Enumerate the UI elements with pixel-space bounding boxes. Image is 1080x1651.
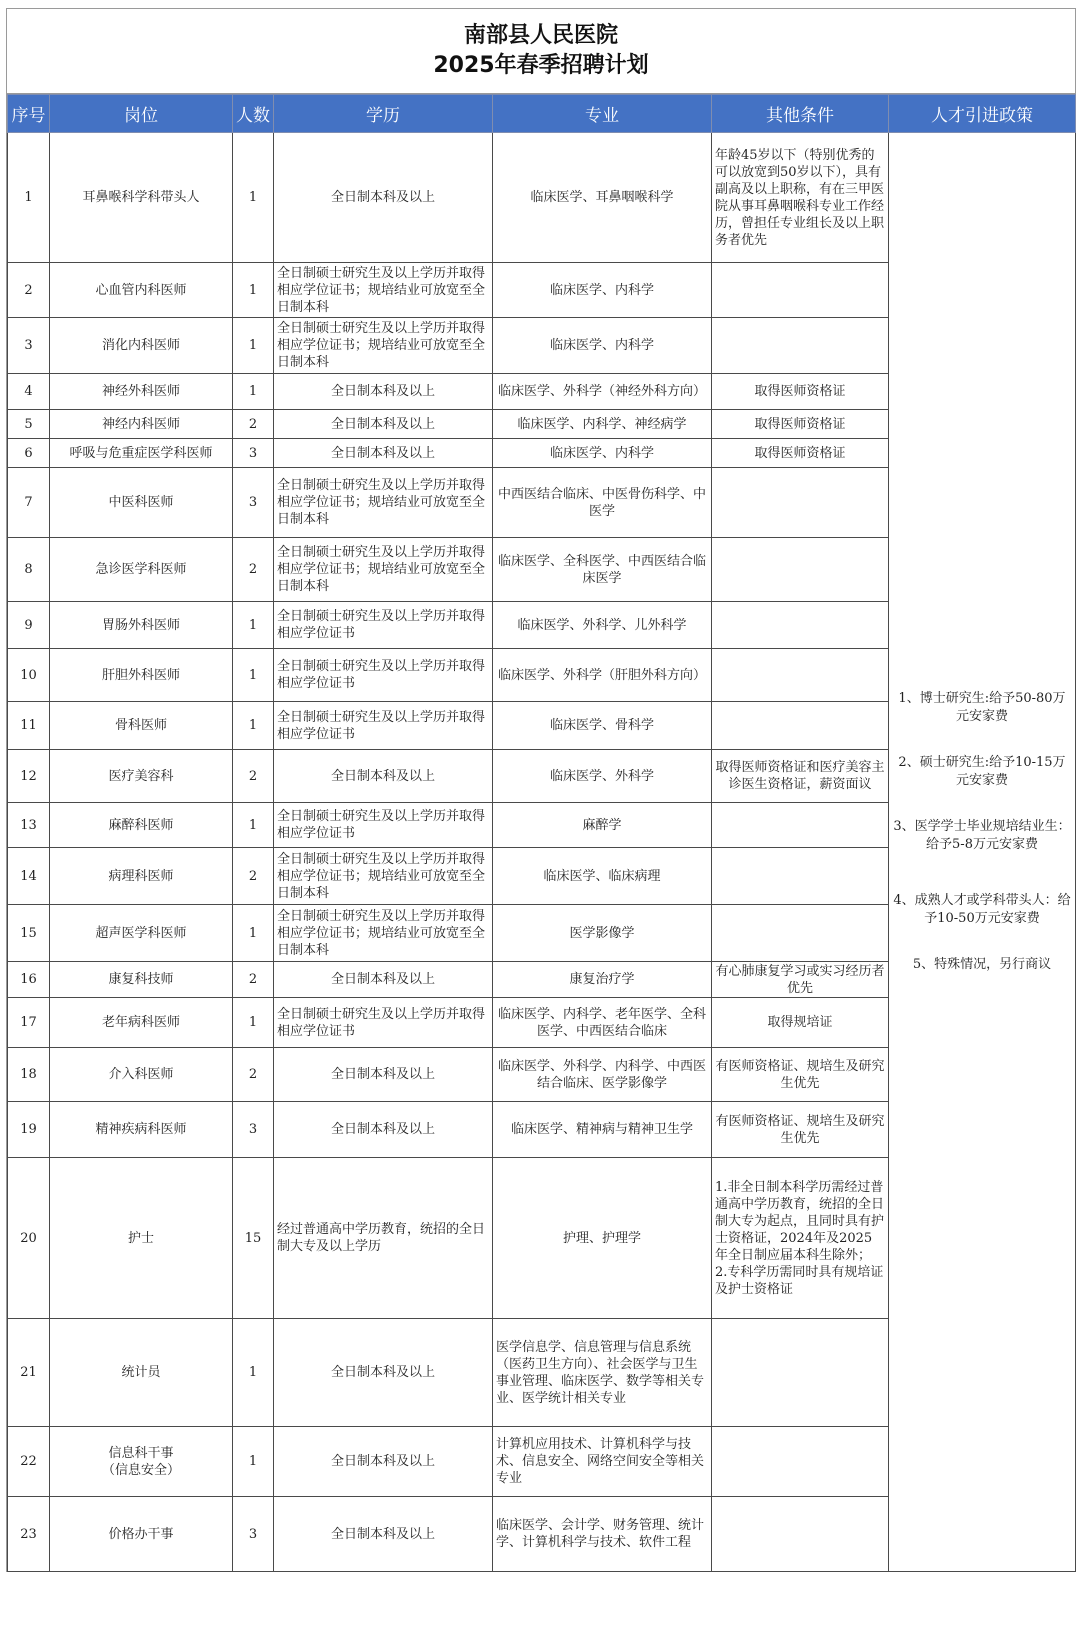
header-row [8,95,1076,133]
cell-post: 急诊医学科医师 [50,538,233,602]
cell-post: 精神疾病科医师 [50,1102,233,1158]
cell-education: 全日制硕士研究生及以上学历并取得相应学位证书；规培结业可放宽至全日制本科 [274,538,493,602]
cell-major: 临床医学、全科医学、中西医结合临床医学 [493,538,712,602]
recruitment-sheet [6,8,1076,1572]
cell-major: 护理、护理学 [493,1158,712,1319]
cell-post: 医疗美容科 [50,750,233,803]
cell-other [712,848,889,905]
cell-education: 全日制硕士研究生及以上学历并取得相应学位证书；规培结业可放宽至全日制本科 [274,263,493,318]
cell-major: 临床医学、内科学、神经病学 [493,410,712,439]
cell-major: 计算机应用技术、计算机科学与技术、信息安全、网络空间安全等相关专业 [493,1427,712,1497]
cell-major: 临床医学、耳鼻咽喉科学 [493,133,712,263]
cell-no: 15 [8,905,50,962]
cell-no: 4 [8,374,50,410]
cell-major: 临床医学、内科学 [493,263,712,318]
cell-no: 1 [8,133,50,263]
cell-major: 临床医学、外科学 [493,750,712,803]
cell-other [712,1427,889,1497]
cell-post: 信息科干事 （信息安全） [50,1427,233,1497]
cell-other: 取得医师资格证 [712,439,889,468]
policy-item: 1、博士研究生:给予50-80万元安家费 [898,691,1066,724]
cell-count: 2 [233,848,274,905]
recruitment-table [7,94,1076,1572]
cell-count: 1 [233,998,274,1048]
cell-no: 3 [8,318,50,374]
cell-count: 1 [233,803,274,848]
cell-post: 神经外科医师 [50,374,233,410]
cell-post: 胃肠外科医师 [50,602,233,649]
cell-education: 全日制硕士研究生及以上学历并取得相应学位证书；规培结业可放宽至全日制本科 [274,848,493,905]
cell-no: 23 [8,1497,50,1572]
cell-other [712,468,889,538]
policy-item: 5、特殊情况，另行商议 [912,957,1052,972]
cell-education: 全日制硕士研究生及以上学历并取得相应学位证书 [274,602,493,649]
cell-education: 全日制本科及以上 [274,750,493,803]
cell-education: 全日制硕士研究生及以上学历并取得相应学位证书 [274,702,493,750]
cell-no: 17 [8,998,50,1048]
cell-count: 1 [233,133,274,263]
cell-post: 麻醉科医师 [50,803,233,848]
cell-post: 超声医学科医师 [50,905,233,962]
cell-no: 10 [8,649,50,702]
cell-no: 2 [8,263,50,318]
cell-post: 康复科技师 [50,962,233,998]
cell-other: 1.非全日制本科学历需经过普通高中学历教育，统招的全日制大专为起点，且同时具有护士资格证，2024年及2025年全日制应届本科生除外； 2.专科学历需同时具有规培证及护士资格证 [712,1158,889,1319]
cell-education: 全日制本科及以上 [274,410,493,439]
cell-education: 全日制硕士研究生及以上学历并取得相应学位证书 [274,803,493,848]
cell-education: 经过普通高中学历教育，统招的全日制大专及以上学历 [274,1158,493,1319]
cell-post: 统计员 [50,1319,233,1427]
cell-other [712,1497,889,1572]
cell-count: 1 [233,649,274,702]
cell-count: 2 [233,410,274,439]
cell-post: 肝胆外科医师 [50,649,233,702]
cell-no: 20 [8,1158,50,1319]
cell-other: 取得医师资格证 [712,410,889,439]
cell-education: 全日制本科及以上 [274,1427,493,1497]
cell-count: 1 [233,602,274,649]
cell-major: 临床医学、外科学、内科学、中西医结合临床、医学影像学 [493,1048,712,1102]
cell-post: 骨科医师 [50,702,233,750]
cell-education: 全日制本科及以上 [274,374,493,410]
cell-major: 医学信息学、信息管理与信息系统（医药卫生方向）、社会医学与卫生事业管理、临床医学、数学等相关专业、医学统计相关专业 [493,1319,712,1427]
cell-major: 临床医学、精神病与精神卫生学 [493,1102,712,1158]
hospital-name: 南部县人民医院 [463,23,618,48]
cell-no: 21 [8,1319,50,1427]
cell-education: 全日制本科及以上 [274,1102,493,1158]
cell-major: 临床医学、临床病理 [493,848,712,905]
header-no: 序号 [8,95,50,133]
cell-other [712,649,889,702]
cell-count: 2 [233,538,274,602]
cell-count: 2 [233,1048,274,1102]
cell-count: 1 [233,1427,274,1497]
cell-no: 9 [8,602,50,649]
cell-count: 1 [233,702,274,750]
title-block [7,9,1075,94]
cell-count: 3 [233,1102,274,1158]
cell-other [712,702,889,750]
cell-post: 病理科医师 [50,848,233,905]
cell-major: 医学影像学 [493,905,712,962]
cell-major: 临床医学、内科学、老年医学、全科医学、中西医结合临床 [493,998,712,1048]
cell-major: 临床医学、外科学（神经外科方向） [493,374,712,410]
cell-count: 3 [233,439,274,468]
cell-no: 12 [8,750,50,803]
cell-education: 全日制本科及以上 [274,133,493,263]
cell-education: 全日制硕士研究生及以上学历并取得相应学位证书；规培结业可放宽至全日制本科 [274,318,493,374]
cell-count: 3 [233,468,274,538]
cell-no: 6 [8,439,50,468]
cell-count: 2 [233,750,274,803]
cell-education: 全日制硕士研究生及以上学历并取得相应学位证书 [274,998,493,1048]
cell-education: 全日制硕士研究生及以上学历并取得相应学位证书；规培结业可放宽至全日制本科 [274,905,493,962]
cell-major: 康复治疗学 [493,962,712,998]
header-major: 专业 [493,95,712,133]
cell-other [712,538,889,602]
cell-count: 1 [233,263,274,318]
cell-no: 18 [8,1048,50,1102]
cell-post: 中医科医师 [50,468,233,538]
cell-count: 1 [233,374,274,410]
cell-education: 全日制硕士研究生及以上学历并取得相应学位证书；规培结业可放宽至全日制本科 [274,468,493,538]
cell-other: 年龄45岁以下（特别优秀的可以放宽到50岁以下），具有副高及以上职称，有在三甲医院从事耳鼻咽喉科专业工作经历，曾担任专业组长及以上职务者优先 [712,133,889,263]
cell-other [712,602,889,649]
header-count: 人数 [233,95,274,133]
cell-other: 取得医师资格证和医疗美容主诊医生资格证，薪资面议 [712,750,889,803]
cell-post: 消化内科医师 [50,318,233,374]
plan-title: 2025年春季招聘计划 [433,53,649,78]
header-policy: 人才引进政策 [889,95,1076,133]
cell-count: 1 [233,905,274,962]
cell-no: 16 [8,962,50,998]
cell-education: 全日制本科及以上 [274,1048,493,1102]
cell-other: 有心肺康复学习或实习经历者优先 [712,962,889,998]
cell-post: 老年病科医师 [50,998,233,1048]
cell-post: 神经内科医师 [50,410,233,439]
cell-major: 麻醉学 [493,803,712,848]
cell-no: 19 [8,1102,50,1158]
policy-item: 4、成熟人才或学科带头人：给予10-50万元安家费 [893,893,1071,926]
cell-major: 临床医学、内科学 [493,439,712,468]
cell-no: 8 [8,538,50,602]
header-education: 学历 [274,95,493,133]
cell-no: 13 [8,803,50,848]
cell-major: 临床医学、骨科学 [493,702,712,750]
table-row [8,133,1076,263]
policy-item: 2、硕士研究生:给予10-15万元安家费 [898,755,1066,788]
cell-major: 临床医学、内科学 [493,318,712,374]
cell-education: 全日制本科及以上 [274,439,493,468]
cell-other: 有医师资格证、规培生及研究生优先 [712,1048,889,1102]
cell-count: 15 [233,1158,274,1319]
cell-other: 有医师资格证、规培生及研究生优先 [712,1102,889,1158]
cell-count: 1 [233,318,274,374]
cell-major: 临床医学、外科学、儿外科学 [493,602,712,649]
cell-other: 取得医师资格证 [712,374,889,410]
cell-post: 耳鼻喉科学科带头人 [50,133,233,263]
cell-policy [889,133,1076,1572]
cell-education: 全日制本科及以上 [274,1319,493,1427]
cell-major: 中西医结合临床、中医骨伤科学、中医学 [493,468,712,538]
cell-no: 5 [8,410,50,439]
cell-post: 呼吸与危重症医学科医师 [50,439,233,468]
cell-education: 全日制硕士研究生及以上学历并取得相应学位证书 [274,649,493,702]
cell-count: 2 [233,962,274,998]
cell-education: 全日制本科及以上 [274,962,493,998]
table-body [8,133,1076,1572]
cell-other [712,1319,889,1427]
cell-post: 价格办干事 [50,1497,233,1572]
cell-post: 心血管内科医师 [50,263,233,318]
cell-no: 14 [8,848,50,905]
cell-other [712,905,889,962]
cell-no: 22 [8,1427,50,1497]
cell-major: 临床医学、外科学（肝胆外科方向） [493,649,712,702]
cell-no: 7 [8,468,50,538]
policy-item: 3、医学学士毕业规培结业生：给予5-8万元安家费 [893,819,1071,852]
cell-post: 护士 [50,1158,233,1319]
cell-other [712,318,889,374]
header-post: 岗位 [50,95,233,133]
cell-other [712,803,889,848]
cell-other: 取得规培证 [712,998,889,1048]
cell-post: 介入科医师 [50,1048,233,1102]
cell-no: 11 [8,702,50,750]
cell-count: 3 [233,1497,274,1572]
cell-other [712,263,889,318]
cell-count: 1 [233,1319,274,1427]
cell-education: 全日制本科及以上 [274,1497,493,1572]
cell-major: 临床医学、会计学、财务管理、统计学、计算机科学与技术、软件工程 [493,1497,712,1572]
header-other: 其他条件 [712,95,889,133]
